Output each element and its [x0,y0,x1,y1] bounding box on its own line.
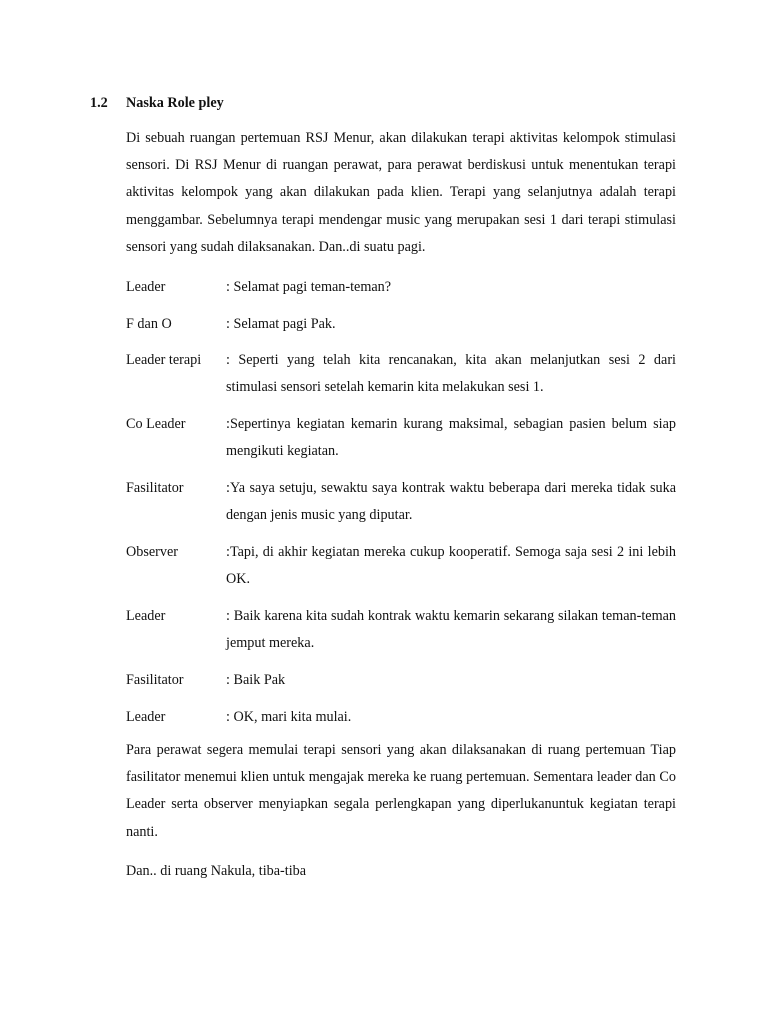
dialogue-line: : Seperti yang telah kita rencanakan, kita akan melanjutkan sesi 2 dari stimulasi sensori setelah kemarin kita melakukan sesi 1. [226,352,676,396]
speaker-name: Fasilitator [126,672,184,688]
speaker-name: Fasilitator [126,480,184,496]
speaker-name: Co Leader [126,416,186,432]
dialogue-line: :Tapi, di akhir kegiatan mereka cukup kooperatif. Semoga saja sesi 2 ini lebih OK. [226,544,676,588]
section-title: Naska Role pley [126,95,224,111]
dialogue-row [126,347,676,401]
dialogue-row [126,411,676,465]
dialogue-line: : Selamat pagi teman-teman? [226,279,392,295]
dialogue-row [126,603,676,657]
dialogue-row [126,311,676,338]
section-number: 1.2 [90,95,108,111]
dialogue-row [126,539,676,593]
dialogue-row [126,274,676,301]
speaker-name: Leader [126,279,166,295]
speaker-name: Leader [126,608,166,624]
dialogue-line: : Baik karena kita sudah kontrak waktu kemarin sekarang silakan teman-teman jemput mereka. [226,608,676,652]
dialogue-line: : Baik Pak [226,672,286,688]
dialogue-line: : Selamat pagi Pak. [226,316,336,332]
dialogue-line: : OK, mari kita mulai. [226,709,352,725]
section-heading [90,94,224,112]
narration-paragraph: Para perawat segera memulai terapi sensori yang akan dilaksanakan di ruang pertemuan Tiap fasilitator menemui klien untuk mengajak mereka ke ruang pertemuan. Sementara leader dan Co Leader serta observer menyiapkan segala perlengkapan yang diperlukanuntuk kegiatan terapi nanti. [126,742,676,840]
speaker-name: Leader [126,709,166,725]
speaker-name: Observer [126,544,178,560]
intro-paragraph: Di sebuah ruangan pertemuan RSJ Menur, akan dilakukan terapi aktivitas kelompok stimulasi sensori. Di RSJ Menur di ruangan perawat, para perawat berdiskusi untuk menentukan terapi aktivitas kelompok yang akan dilakukan pada klien. Terapi yang selanjutnya adalah terapi menggambar. Sebelumnya terapi mendengar music yang merupakan sesi 1 dari terapi stimulasi sensori yang sudah dilaksanakan. Dan..di suatu pagi. [126,130,676,255]
speaker-name: F dan O [126,316,172,332]
dialogue-row [126,475,676,529]
dialogue-line: :Ya saya setuju, sewaktu saya kontrak waktu beberapa dari mereka tidak suka dengan jenis music yang diputar. [226,480,676,524]
dialogue-line: :Sepertinya kegiatan kemarin kurang maksimal, sebagian pasien belum siap mengikuti kegiatan. [226,416,676,460]
speaker-name: Leader terapi [126,352,202,368]
closing-line: Dan.. di ruang Nakula, tiba-tiba [126,863,307,879]
dialogue-row [126,667,676,694]
dialogue-row [126,704,676,731]
